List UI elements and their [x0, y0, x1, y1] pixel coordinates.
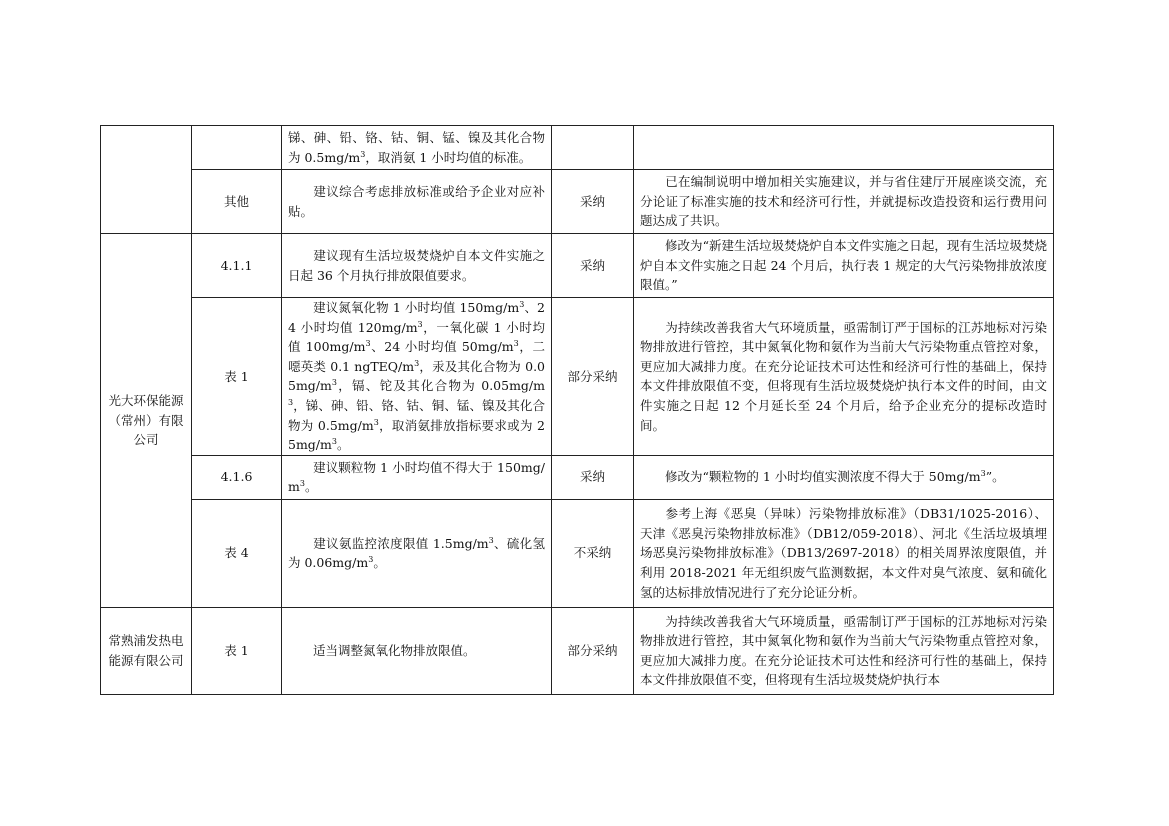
suggestion-cell: 建议综合考虑排放标准或给予企业对应补贴。 [282, 170, 552, 234]
result-cell: 部分采纳 [552, 607, 634, 694]
clause-cell: 表 1 [192, 607, 282, 694]
clause-cell: 4.1.1 [192, 234, 282, 298]
response-cell: 修改为“新建生活垃圾焚烧炉自本文件实施之日起，现有生活垃圾焚烧炉自本文件实施之日起 24 个月后，执行表 1 规定的大气污染物排放浓度限值。” [634, 234, 1054, 298]
response-cell: 为持续改善我省大气环境质量，亟需制订严于国标的江苏地标对污染物排放进行管控，其中氮氧化物和氨作为当前大气污染物重点管控对象，更应加大减排力度。在充分论证技术可达性和经济可行性的基础上，保持本文件排放限值不变，但将现有生活垃圾焚烧炉执行本 [634, 607, 1054, 694]
result-cell: 采纳 [552, 455, 634, 499]
org-cell: 光大环保能源（常州）有限公司 [101, 234, 192, 608]
suggestion-cell: 建议现有生活垃圾焚烧炉自本文件实施之日起 36 个月执行排放限值要求。 [282, 234, 552, 298]
clause-cell: 表 1 [192, 298, 282, 456]
result-cell [552, 126, 634, 170]
response-cell [634, 126, 1054, 170]
comment-table [100, 125, 1054, 695]
org-cell-empty [101, 126, 192, 234]
result-cell: 部分采纳 [552, 298, 634, 456]
table-row [101, 455, 1054, 499]
suggestion-cell: 适当调整氮氧化物排放限值。 [282, 607, 552, 694]
clause-cell: 4.1.6 [192, 455, 282, 499]
table-row [101, 126, 1054, 170]
org-cell: 常熟浦发热电能源有限公司 [101, 607, 192, 694]
table-row [101, 499, 1054, 607]
suggestion-cell: 建议氨监控浓度限值 $1.5mg/m^3$、硫化氢为 $0.06mg/m^3$。 [282, 499, 552, 607]
clause-cell [192, 126, 282, 170]
table-row [101, 607, 1054, 694]
clause-cell: 其他 [192, 170, 282, 234]
result-cell: 采纳 [552, 170, 634, 234]
response-cell: 参考上海《恶臭（异味）污染物排放标准》（DB31/1025-2016）、天津《恶臭污染物排放标准》（DB12/059-2018）、河北《生活垃圾填埋场恶臭污染物排放标准》（DB13/2697-2018）的相关周界浓度限值，并利用 2018-2021 年无组织废气监测数据，本文件对臭气浓度、氨和硫化氢的达标排放情况进行了充分论证分析。 [634, 499, 1054, 607]
suggestion-cell: 建议氮氧化物 1 小时均值 $150mg/m^3$、24 小时均值 $120mg/m^3$，一氧化碳 1 小时均值 $100mg/m^3$、24 小时均值 $50mg/m^3$，二噁英类 0.1 ngTEQ/$m^3$，汞及其化合物为 $0.05mg/m^3$，镉、铊及其化合物为 $0.05mg/m^3$，锑、砷、铅、铬、钴、铜、锰、镍及其化合物为 $0.5mg/m^3$，取消氨排放指标要求或为 $25mg/m^3$。 [282, 298, 552, 456]
response-cell: 已在编制说明中增加相关实施建议，并与省住建厅开展座谈交流，充分论证了标准实施的技术和经济可行性，并就提标改造投资和运行费用问题达成了共识。 [634, 170, 1054, 234]
response-cell: 修改为“颗粒物的 1 小时均值实测浓度不得大于 $50mg/m^3$”。 [634, 455, 1054, 499]
table-row [101, 298, 1054, 456]
table-row [101, 234, 1054, 298]
result-cell: 不采纳 [552, 499, 634, 607]
table-row [101, 170, 1054, 234]
result-cell: 采纳 [552, 234, 634, 298]
clause-cell: 表 4 [192, 499, 282, 607]
suggestion-cell: 建议颗粒物 1 小时均值不得大于 $150mg/m^3$。 [282, 455, 552, 499]
response-cell: 为持续改善我省大气环境质量，亟需制订严于国标的江苏地标对污染物排放进行管控，其中氮氧化物和氨作为当前大气污染物重点管控对象，更应加大减排力度。在充分论证技术可达性和经济可行性的基础上，保持本文件排放限值不变，但将现有生活垃圾焚烧炉执行本文件的时间，由文件实施之日起 12 个月延长至 24 个月后，给予企业充分的提标改造时间。 [634, 298, 1054, 456]
suggestion-cell: 锑、砷、铅、铬、钴、铜、锰、镍及其化合物为 $0.5mg/m^3$，取消氨 1 小时均值的标准。 [282, 126, 552, 170]
